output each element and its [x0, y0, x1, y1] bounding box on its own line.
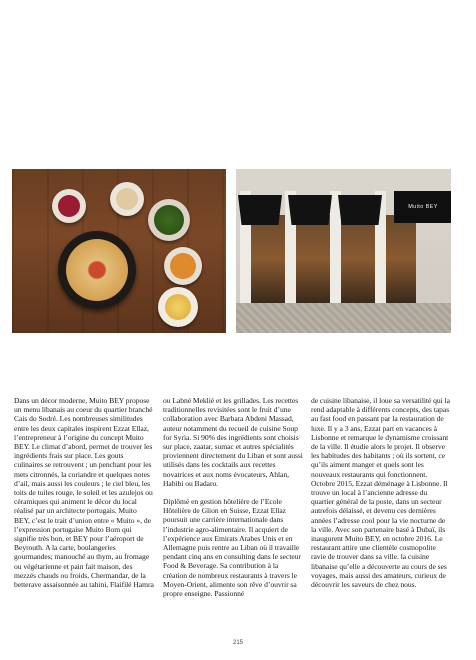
page-number: 215 — [232, 640, 243, 646]
hummus-bowl — [110, 182, 144, 216]
beet-bowl — [52, 189, 86, 223]
awning — [238, 195, 282, 225]
article-paragraph: ou Labné Meklié et les grillades. Les recettes traditionnelles revisitées sont le fruit d’une collaboration avec Barbara Abdeni Massad, auteur notamment du recueil de cuisine Soup for Syria. Si 90% des ingrédients sont choisis sur place, zaatar, sumac et autres spécialités proviennent directement du Liban et sont aussi utilisés dans les cocktails aux recettes novatrices et aux noms évocateurs, Ahlan, Habibi ou Badaro. — [163, 396, 303, 488]
soup-bowl — [164, 247, 202, 285]
side-bowl — [158, 287, 198, 327]
article-paragraph: de cuisine libanaise, il loue sa versatilité qui la rend adaptable à différents concepts, des tapas au fast food en passant par la restauration de luxe. Il y a 3 ans, Ezzat part en vacances à Lisbonne et remarque le dynamisme croissant de la ville. Il étudie alors le projet. Il observe les habitudes des habitants ; où ils sortent, ce qu’ils aiment manger et quels sont les nouveaux restaurants qui fonctionnent. Octobre 2015, Ezzat déménage à Lisbonne. Il trouve un local à l’ancienne adresse du quartier général de la poste, dans un secteur autrefois délaissé, et devenu ces dernières années l’adresse cool pour la vie nocturne de la ville. Avec son partenaire basé à Dubaï, ils inaugurent Muito BEY, en octobre 2016. Le restaurant attire une clientèle cosmopolite ravie de trouver dans sa ville. la cuisine libanaise qu’elle a découverte au cours de ses voyages, mais aussi des amateurs, curieux de découvrir les saveurs de chez nous. — [311, 396, 450, 590]
restaurant-facade-photo — [236, 169, 451, 333]
article-paragraph: Dans un décor moderne, Muito BEY propose un menu libanais au coeur du quartier branché Cais do Sodré. Les nombreuses similitudes entre les deux capitales inspirent Ezzat Ellaz, l’entrepreneur à l’origine du concept Muito BEY. Le climat d’abord, permet de trouver les ingrédients frais sur place. Les gouts culinaires se retrouvent ; un penchant pour les mets citronnés, la coriandre et quelques notes d’ail, mais aussi les couleurs ; le ciel bleu, les toits de tuiles rouge, le soleil et les azulejos ou céramiques qui animent le décor du local réalisé par un architecte portugais. Muito BEY, c’est le trait d’union entre « Muito », de l’expression portugaise Muito Bom qui signifie très bon, et BEY pour l’aéroport de Beyrouth. A la carte, boulangeries gourmandes; manouché au thym, au fromage ou végétarienne et pain fait maison, des mezzés chauds ou froids, Chermandar, de la betterave assaisonnée au tahini, Flaifilé Hamra — [14, 396, 154, 590]
facade-window — [251, 215, 285, 303]
tabouleh-bowl — [148, 199, 190, 241]
sidewalk — [236, 303, 451, 333]
article-column-1 — [14, 396, 154, 598]
facade-window — [386, 215, 416, 303]
manouche-plate — [58, 231, 136, 309]
article-column-2 — [163, 396, 303, 607]
article-column-3 — [311, 396, 451, 598]
awning — [338, 195, 382, 225]
food-spread-photo — [12, 169, 226, 333]
restaurant-sign: Muito BEY — [408, 204, 438, 210]
facade-column — [330, 191, 341, 303]
facade-window — [341, 215, 375, 303]
awning — [288, 195, 332, 225]
article-paragraph: Diplômé en gestion hôtelière de l’Ecole Hôtelière de Glion en Suisse, Ezzat Ellaz poursuit une carrière internationale dans l’industrie agro-alimentaire. Il acquiert de l’expérience aux Emirats Arabes Unis et en Allemagne puis rentre au Liban où il travaille pendant cinq ans en consulting dans le secteur Food & Beverage. Sa contribution à la création de nombreux restaurants à travers le Moyen-Orient, alimente son rêve d’ouvrir sa propre enseigne. Passionné — [163, 497, 301, 599]
facade-window — [296, 215, 330, 303]
